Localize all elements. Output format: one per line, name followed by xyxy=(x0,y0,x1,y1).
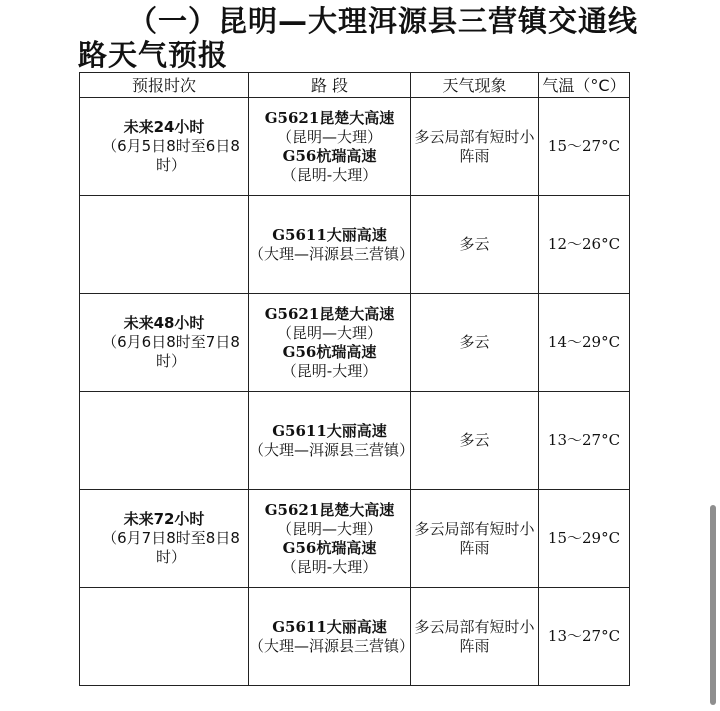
period-cell-empty xyxy=(80,196,249,294)
table-header-row xyxy=(80,73,630,98)
road-name: G56杭瑞高速 xyxy=(282,342,377,361)
title-line-2: 路天气预报 xyxy=(78,38,229,72)
period-dates: （6月6日8时至7日8时） xyxy=(102,333,240,370)
temperature-cell: 12～26°C xyxy=(539,196,630,294)
weather-cell: 多云 xyxy=(411,294,539,392)
road-name: G5611大丽高速 xyxy=(272,421,387,440)
temperature-cell: 13～27°C xyxy=(539,588,630,686)
header-temperature: 气温（°C） xyxy=(539,73,630,98)
road-cell xyxy=(249,294,411,392)
road-segment: （昆明-大理） xyxy=(281,165,378,184)
road-name: G56杭瑞高速 xyxy=(282,538,377,557)
table-row xyxy=(80,392,630,490)
table-row xyxy=(80,490,630,588)
period-cell-empty xyxy=(80,588,249,686)
road-segment: （大理—洱源县三营镇） xyxy=(249,636,415,655)
road-segment: （昆明—大理） xyxy=(276,519,382,538)
road-name: G5621昆楚大高速 xyxy=(264,304,395,323)
road-cell xyxy=(249,588,415,686)
period-title: 未来24小时 xyxy=(123,118,205,136)
weather-cell: 多云局部有短时小阵雨 xyxy=(411,588,539,686)
temperature-cell: 15～27°C xyxy=(539,98,630,196)
header-period: 预报时次 xyxy=(80,73,249,98)
weather-cell: 多云局部有短时小阵雨 xyxy=(411,490,539,588)
road-name: G5611大丽高速 xyxy=(272,617,387,636)
road-segment: （大理—洱源县三营镇） xyxy=(249,440,415,459)
table-row xyxy=(80,294,630,392)
temperature-cell: 14～29°C xyxy=(539,294,630,392)
header-road: 路 段 xyxy=(249,73,411,98)
road-name: G56杭瑞高速 xyxy=(282,146,377,165)
period-title: 未来48小时 xyxy=(123,314,205,332)
period-cell xyxy=(80,98,249,196)
period-dates: （6月5日8时至6日8时） xyxy=(102,137,240,174)
table-row xyxy=(80,98,630,196)
road-name: G5621昆楚大高速 xyxy=(264,108,395,127)
road-segment: （昆明—大理） xyxy=(276,127,382,146)
temperature-cell: 15～29°C xyxy=(539,490,630,588)
period-cell xyxy=(80,490,249,588)
weather-cell: 多云 xyxy=(411,392,539,490)
road-name: G5611大丽高速 xyxy=(272,225,387,244)
road-cell xyxy=(249,196,415,294)
forecast-table xyxy=(79,72,630,686)
road-segment: （大理—洱源县三营镇） xyxy=(249,244,415,263)
road-cell xyxy=(249,490,411,588)
title-line-1: （一）昆明—大理洱源县三营镇交通线 xyxy=(128,4,639,38)
page-title xyxy=(78,4,688,72)
road-name: G5621昆楚大高速 xyxy=(264,500,395,519)
header-weather: 天气现象 xyxy=(411,73,539,98)
road-segment: （昆明-大理） xyxy=(281,557,378,576)
period-dates: （6月7日8时至8日8时） xyxy=(102,529,240,566)
road-cell xyxy=(249,392,415,490)
weather-cell: 多云 xyxy=(411,196,539,294)
vertical-scrollbar[interactable] xyxy=(710,505,716,705)
table-row xyxy=(80,588,630,686)
road-segment: （昆明-大理） xyxy=(281,361,378,380)
period-title: 未来72小时 xyxy=(123,510,205,528)
period-cell-empty xyxy=(80,392,249,490)
period-cell xyxy=(80,294,249,392)
table-row xyxy=(80,196,630,294)
road-cell xyxy=(249,98,411,196)
weather-cell: 多云局部有短时小阵雨 xyxy=(411,98,539,196)
road-segment: （昆明—大理） xyxy=(276,323,382,342)
temperature-cell: 13～27°C xyxy=(539,392,630,490)
